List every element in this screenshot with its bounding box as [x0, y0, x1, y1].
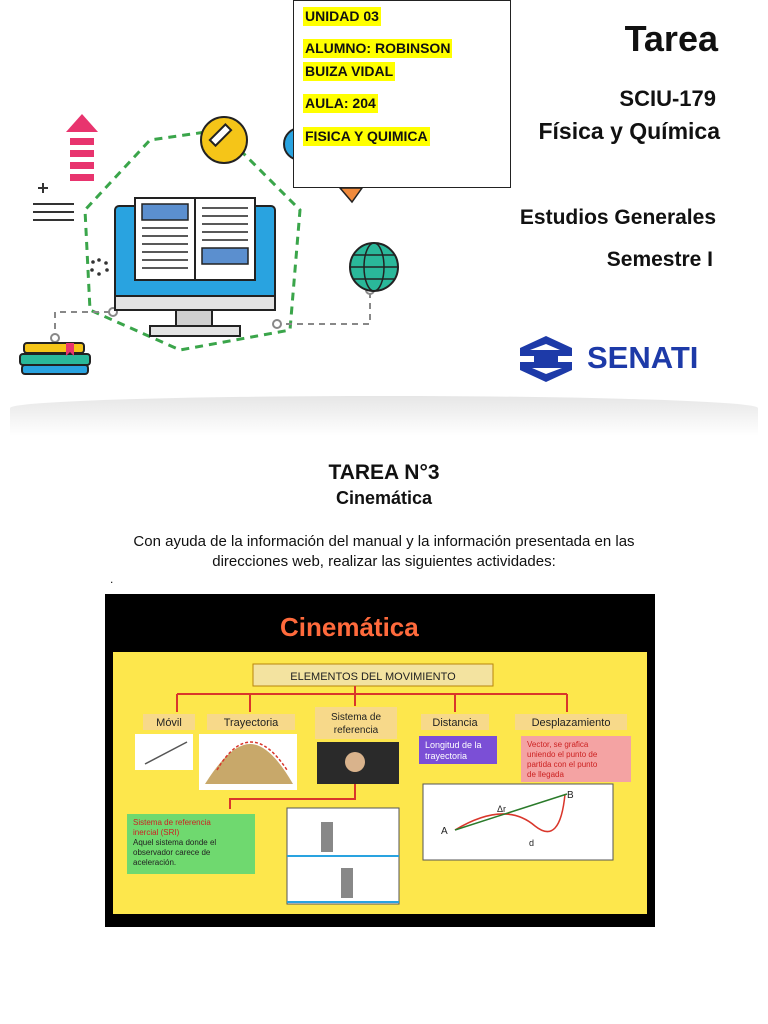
instruction-line: Con ayuda de la información del manual y la información presentada en las — [133, 533, 635, 550]
info-unit: UNIDAD 03 — [305, 8, 379, 24]
branch-distancia: Distancia — [432, 717, 478, 729]
books-icon — [20, 343, 90, 374]
svg-text:Δr: Δr — [497, 804, 507, 814]
figure-title: Cinemática — [280, 612, 419, 642]
svg-text:inercial (SRI): inercial (SRI) — [133, 828, 180, 837]
pencil-icon — [201, 117, 247, 163]
svg-text:uniendo el punto de: uniendo el punto de — [527, 750, 598, 759]
info-subject: FISICA Y QUIMICA — [305, 128, 428, 144]
svg-text:observador carece de: observador carece de — [133, 848, 211, 857]
branch-movil: Móvil — [156, 717, 182, 729]
svg-text:partida con el punto: partida con el punto — [527, 760, 598, 769]
branch-trayectoria: Trayectoria — [223, 717, 279, 729]
svg-text:Aquel sistema donde el: Aquel sistema donde el — [133, 838, 217, 847]
svg-text:Longitud de la: Longitud de la — [425, 740, 482, 750]
svg-text:B: B — [567, 790, 574, 801]
connector-right — [275, 290, 370, 324]
info-student-surname: BUIZA VIDAL — [305, 63, 394, 79]
department: Estudios Generales — [519, 206, 716, 229]
root-node: ELEMENTOS DEL MOVIMIENTO — [290, 671, 456, 683]
displacement-diagram — [423, 784, 613, 860]
svg-text:A: A — [441, 826, 448, 837]
senati-brand: SENATI — [587, 340, 699, 375]
student-info-box — [293, 0, 511, 188]
senati-logo-icon — [516, 334, 576, 384]
semester: Semestre I — [606, 248, 713, 271]
movil-picture — [135, 734, 193, 770]
stray-mark: . — [110, 572, 114, 586]
assignment-subheading: Cinemática — [335, 488, 433, 508]
globe-icon — [350, 243, 398, 291]
branch-desplazamiento: Desplazamiento — [531, 717, 611, 729]
instruction-line: direcciones web, realizar las siguientes actividades: — [212, 553, 556, 570]
svg-text:aceleración.: aceleración. — [133, 858, 177, 867]
instructions — [0, 532, 768, 572]
svg-text:d: d — [529, 838, 535, 848]
branch-sistema: Sistema de — [330, 712, 382, 723]
page-title: Tarea — [624, 18, 718, 59]
speech-tail-icon — [340, 188, 362, 202]
svg-text:de llegada: de llegada — [527, 770, 564, 779]
assignment-heading: TAREA N°3 — [328, 461, 440, 484]
branch-referencia: referencia — [333, 725, 379, 736]
svg-text:Sistema de referencia: Sistema de referencia — [133, 818, 211, 827]
book-icon — [135, 198, 255, 280]
svg-text:Vector, se grafica: Vector, se grafica — [527, 740, 589, 749]
info-classroom: AULA: 204 — [305, 95, 376, 111]
info-student: ALUMNO: ROBINSON — [305, 40, 451, 56]
course-code: SCIU-179 — [619, 86, 716, 111]
loading-icon — [90, 258, 109, 276]
kinematics-concept-map — [105, 594, 655, 927]
svg-text:trayectoria: trayectoria — [425, 751, 468, 761]
list-icon — [33, 183, 74, 220]
header-shadow — [10, 396, 758, 436]
course-subject: Física y Química — [538, 118, 720, 144]
arrow-up-icon — [66, 114, 98, 181]
